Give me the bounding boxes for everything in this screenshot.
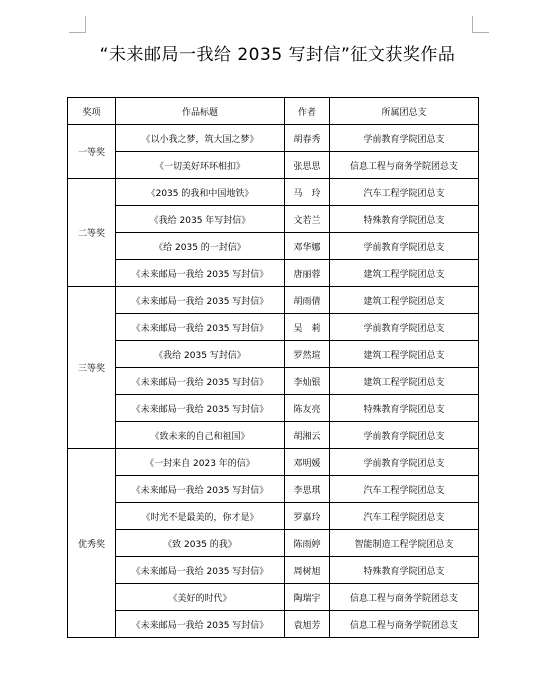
table-row [68, 584, 479, 611]
table-row [68, 152, 479, 179]
author-cell: 周树旭 [285, 557, 330, 584]
work-title-cell: 《致未来的自己和祖国》 [116, 422, 285, 449]
award-level-cell: 二等奖 [68, 179, 116, 287]
work-title-cell: 《未来邮局一我给 2035 写封信》 [116, 557, 285, 584]
author-cell: 马 玲 [285, 179, 330, 206]
award-level-cell: 优秀奖 [68, 449, 116, 638]
branch-cell: 建筑工程学院团总支 [330, 287, 479, 314]
author-cell: 李灿银 [285, 368, 330, 395]
branch-cell: 学前教育学院团总支 [330, 422, 479, 449]
branch-cell: 建筑工程学院团总支 [330, 341, 479, 368]
branch-cell: 信息工程与商务学院团总支 [330, 611, 479, 638]
branch-cell: 特殊教育学院团总支 [330, 557, 479, 584]
author-cell: 胡湘云 [285, 422, 330, 449]
table-row [68, 287, 479, 314]
table-row [68, 314, 479, 341]
branch-cell: 智能制造工程学院团总支 [330, 530, 479, 557]
award-level-cell: 三等奖 [68, 287, 116, 449]
work-title-cell: 《我给 2035 写封信》 [116, 341, 285, 368]
table-header-row [68, 98, 479, 125]
header-branch: 所属团总支 [330, 98, 479, 125]
branch-cell: 汽车工程学院团总支 [330, 179, 479, 206]
author-cell: 唐丽蓉 [285, 260, 330, 287]
branch-cell: 学前教育学院团总支 [330, 449, 479, 476]
author-cell: 胡雨倩 [285, 287, 330, 314]
author-cell: 李思琪 [285, 476, 330, 503]
branch-cell: 学前教育学院团总支 [330, 125, 479, 152]
branch-cell: 学前教育学院团总支 [330, 233, 479, 260]
page-corner-mark-left [69, 16, 86, 33]
work-title-cell: 《未来邮局一我给 2035 写封信》 [116, 368, 285, 395]
table-row [68, 395, 479, 422]
branch-cell: 学前教育学院团总支 [330, 314, 479, 341]
header-work-title: 作品标题 [116, 98, 285, 125]
author-cell: 胡春秀 [285, 125, 330, 152]
work-title-cell: 《未来邮局一我给 2035 写封信》 [116, 314, 285, 341]
work-title-cell: 《未来邮局一我给 2035 写封信》 [116, 287, 285, 314]
header-award: 奖项 [68, 98, 116, 125]
header-author: 作者 [285, 98, 330, 125]
table-row [68, 179, 479, 206]
page-corner-mark-right [472, 16, 489, 33]
table-row [68, 233, 479, 260]
author-cell: 陈雨婷 [285, 530, 330, 557]
work-title-cell: 《未来邮局一我给 2035 写封信》 [116, 611, 285, 638]
table-row [68, 422, 479, 449]
work-title-cell: 《美好的时代》 [116, 584, 285, 611]
branch-cell: 信息工程与商务学院团总支 [330, 152, 479, 179]
document-title: “未来邮局一我给 2035 写封信”征文获奖作品 [99, 45, 456, 65]
author-cell: 吴 莉 [285, 314, 330, 341]
author-cell: 陶瑞宇 [285, 584, 330, 611]
table-row [68, 557, 479, 584]
table-row [68, 449, 479, 476]
work-title-cell: 《未来邮局一我给 2035 写封信》 [116, 260, 285, 287]
table-row [68, 125, 479, 152]
branch-cell: 汽车工程学院团总支 [330, 476, 479, 503]
work-title-cell: 《以小我之梦，筑大国之梦》 [116, 125, 285, 152]
author-cell: 张思思 [285, 152, 330, 179]
award-level-cell: 一等奖 [68, 125, 116, 179]
author-cell: 邓华娜 [285, 233, 330, 260]
work-title-cell: 《一切美好环环相扣》 [116, 152, 285, 179]
work-title-cell: 《致 2035 的我》 [116, 530, 285, 557]
table-row [68, 530, 479, 557]
branch-cell: 特殊教育学院团总支 [330, 206, 479, 233]
work-title-cell: 《未来邮局一我给 2035 写封信》 [116, 476, 285, 503]
branch-cell: 特殊教育学院团总支 [330, 395, 479, 422]
work-title-cell: 《时光不是最美的，你才是》 [116, 503, 285, 530]
table-row [68, 611, 479, 638]
table-row [68, 341, 479, 368]
author-cell: 文若兰 [285, 206, 330, 233]
author-cell: 罗然瑄 [285, 341, 330, 368]
author-cell: 邓明媛 [285, 449, 330, 476]
work-title-cell: 《我给 2035 年写封信》 [116, 206, 285, 233]
table-row [68, 476, 479, 503]
branch-cell: 汽车工程学院团总支 [330, 503, 479, 530]
table-row [68, 503, 479, 530]
awards-table [67, 97, 479, 638]
author-cell: 陈友亮 [285, 395, 330, 422]
branch-cell: 信息工程与商务学院团总支 [330, 584, 479, 611]
table-row [68, 260, 479, 287]
author-cell: 罗嘉玲 [285, 503, 330, 530]
work-title-cell: 《未来邮局一我给 2035 写封信》 [116, 395, 285, 422]
branch-cell: 建筑工程学院团总支 [330, 260, 479, 287]
work-title-cell: 《给 2035 的一封信》 [116, 233, 285, 260]
table-row [68, 368, 479, 395]
branch-cell: 建筑工程学院团总支 [330, 368, 479, 395]
table-row [68, 206, 479, 233]
work-title-cell: 《2035 的我和中国地铁》 [116, 179, 285, 206]
author-cell: 袁旭芳 [285, 611, 330, 638]
work-title-cell: 《一封来自 2023 年的信》 [116, 449, 285, 476]
